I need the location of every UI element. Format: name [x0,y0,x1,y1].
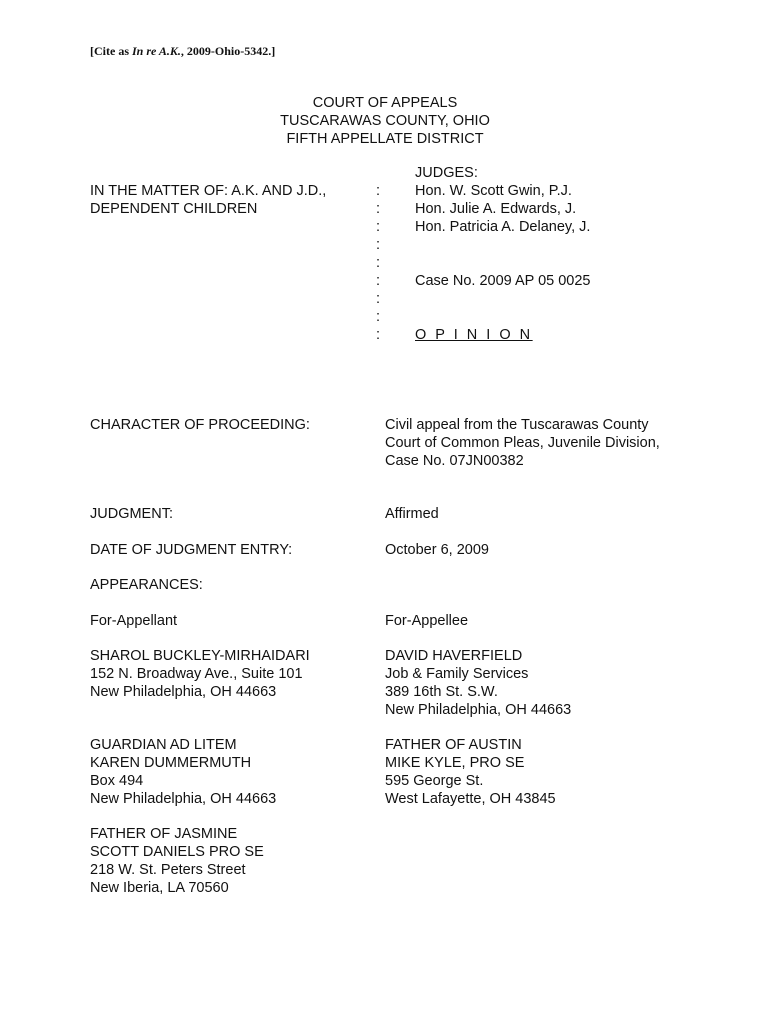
case-number: Case No. 2009 AP 05 0025 [415,273,591,289]
court-district: FIFTH APPELLATE DISTRICT [286,131,484,147]
matter-line-2: DEPENDENT CHILDREN [90,201,258,217]
appellant-label: For-Appellant [90,613,178,629]
citation-suffix: , 2009-Ohio-5342.] [180,44,276,58]
proceeding-label: CHARACTER OF PROCEEDING: [90,417,310,433]
colon: : [376,255,381,271]
judge: Hon. W. Scott Gwin, P.J. [415,183,572,199]
appearances-heading: APPEARANCES: [90,577,203,593]
party-city: New Iberia, LA 70560 [90,880,229,896]
colon: : [376,273,381,289]
party-role: FATHER OF AUSTIN [385,737,522,753]
counsel-city: New Philadelphia, OH 44663 [385,702,572,718]
party-name: KAREN DUMMERMUTH [90,755,252,771]
judgment-value: Affirmed [385,506,439,522]
counsel-agency: Job & Family Services [385,666,529,682]
caption-divider [376,182,380,344]
judges-heading: JUDGES: [415,165,478,181]
colon: : [376,183,381,199]
party-city: New Philadelphia, OH 44663 [90,791,277,807]
colon: : [376,291,381,307]
counsel-address: 152 N. Broadway Ave., Suite 101 [90,666,303,682]
court-county: TUSCARAWAS COUNTY, OHIO [280,113,490,129]
citation [90,44,275,59]
judge: Hon. Julie A. Edwards, J. [415,201,577,217]
proceeding-line: Court of Common Pleas, Juvenile Division, [385,435,660,451]
entry-date-value: October 6, 2009 [385,542,489,558]
colon: : [376,309,381,325]
counsel-name: DAVID HAVERFIELD [385,648,523,664]
colon: : [376,219,381,235]
judge: Hon. Patricia A. Delaney, J. [415,219,591,235]
appellant-counsel [90,647,310,701]
proceeding-line: Case No. 07JN00382 [385,453,524,469]
citation-case-name: In re A.K. [132,44,181,58]
case-caption [90,182,326,218]
party-name: SCOTT DANIELS PRO SE [90,844,264,860]
party-role: FATHER OF JASMINE [90,826,238,842]
colon: : [376,327,381,343]
colon: : [376,201,381,217]
proceeding-value [385,416,660,470]
appellee-label: For-Appellee [385,613,469,629]
proceeding-line: Civil appeal from the Tuscarawas County [385,417,649,433]
counsel-address: 389 16th St. S.W. [385,684,498,700]
matter-line-1: IN THE MATTER OF: A.K. AND J.D., [90,183,327,199]
appellee-counsel [385,647,571,719]
opinion-title: O P I N I O N [415,327,533,343]
father-of-austin [385,736,556,808]
party-address: 218 W. St. Peters Street [90,862,246,878]
judgment-label: JUDGMENT: [90,506,173,522]
party-address: Box 494 [90,773,144,789]
father-of-jasmine [90,825,264,897]
judges-panel [415,164,590,236]
party-name: MIKE KYLE, PRO SE [385,755,525,771]
party-address: 595 George St. [385,773,484,789]
party-role: GUARDIAN AD LITEM [90,737,237,753]
court-name: COURT OF APPEALS [312,95,458,111]
counsel-city: New Philadelphia, OH 44663 [90,684,277,700]
court-header [0,94,770,148]
party-city: West Lafayette, OH 43845 [385,791,556,807]
entry-date-label: DATE OF JUDGMENT ENTRY: [90,542,293,558]
colon: : [376,237,381,253]
citation-prefix: [Cite as [90,44,132,58]
guardian-ad-litem [90,736,276,808]
counsel-name: SHAROL BUCKLEY-MIRHAIDARI [90,648,310,664]
